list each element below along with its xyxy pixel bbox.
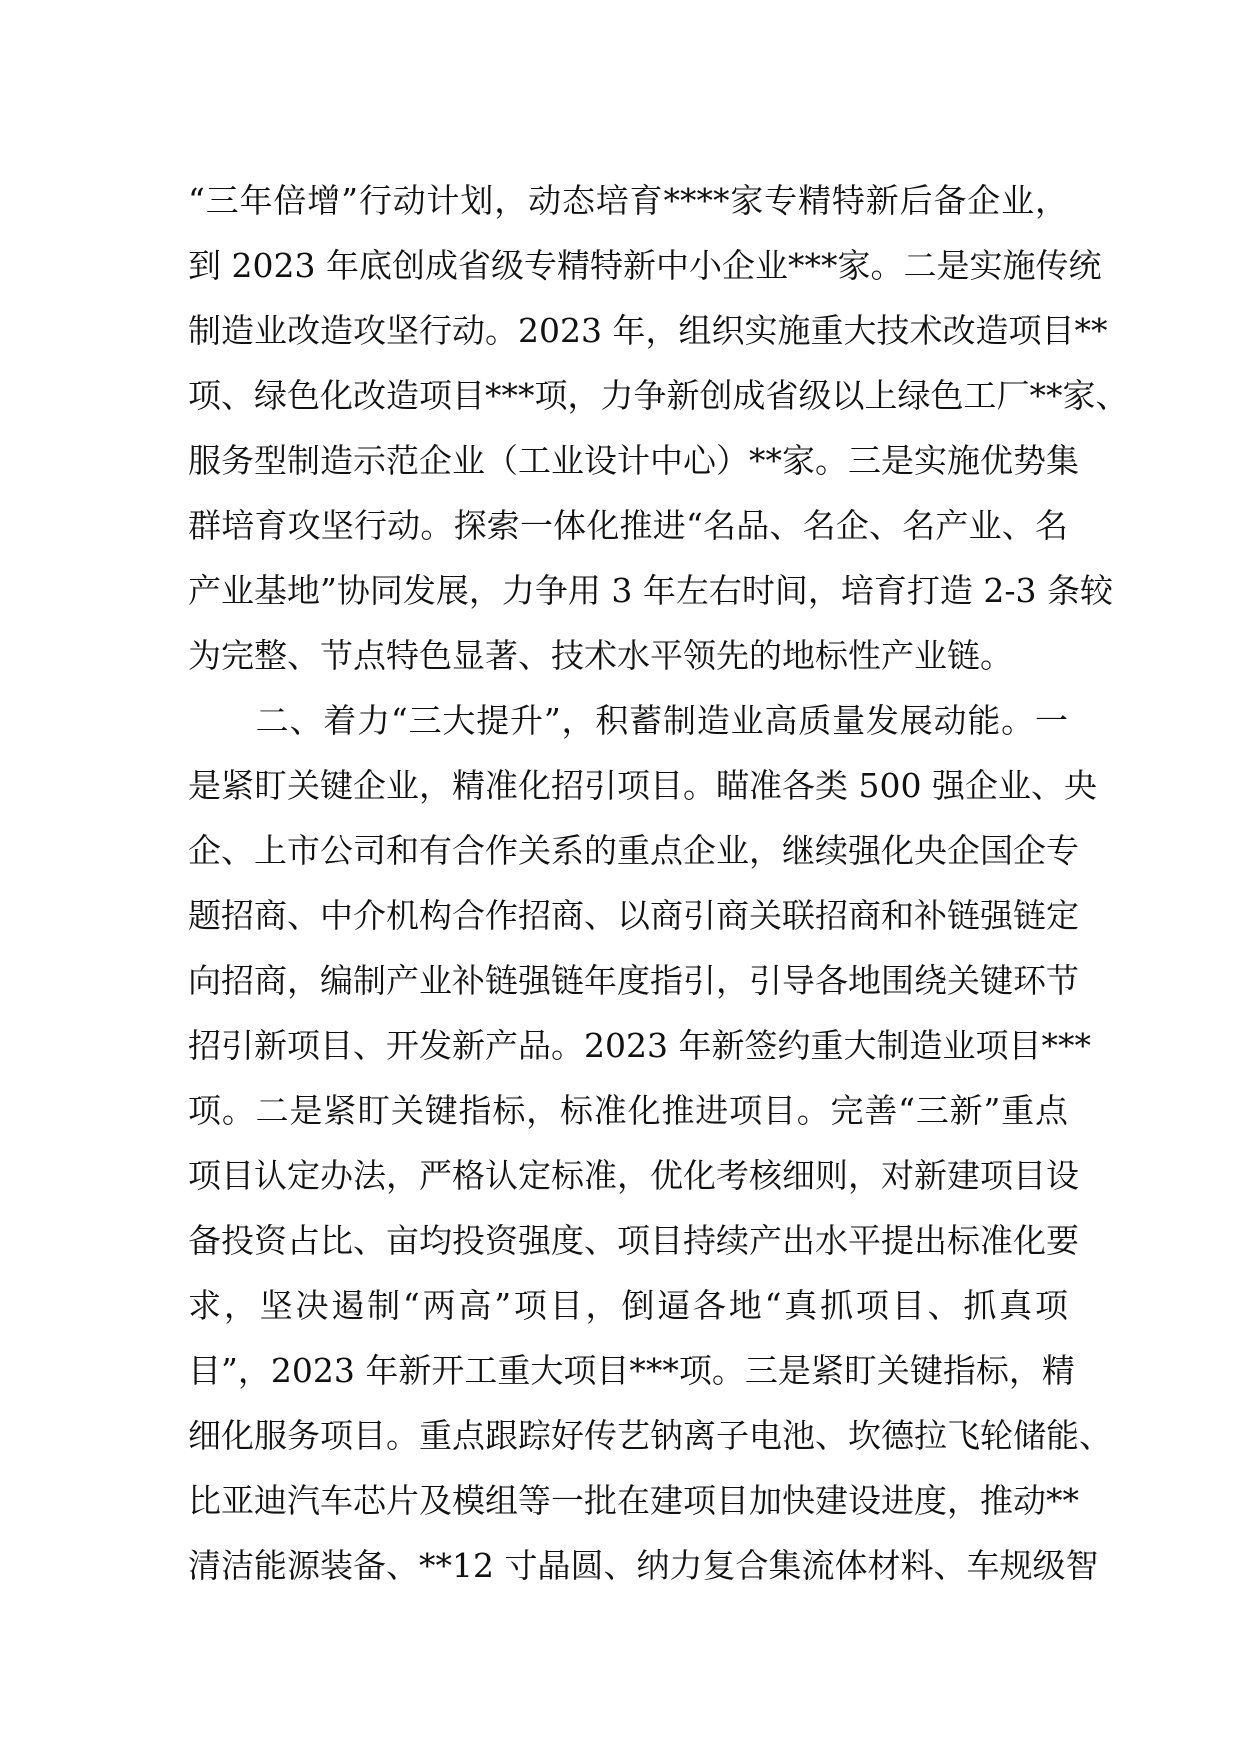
text-line: 项、绿色化改造项目***项，力争新创成省级以上绿色工厂**家、 (188, 376, 1129, 415)
text-line: 制造业改造攻坚行动。2023 年，组织实施重大技术改造项目** (188, 311, 1108, 350)
text-line: 项。二是紧盯关键指标，标准化推进项目。完善“三新”重点 (188, 1091, 1068, 1130)
text-line: 求，坚决遏制“两高”项目，倒逼各地“真抓项目、抓真项 (188, 1286, 1068, 1325)
text-line: 清洁能源装备、**12 寸晶圆、纳力复合集流体材料、车规级智 (188, 1546, 1099, 1585)
text-line: 题招商、中介机构合作招商、以商引商关联招商和补链强链定 (188, 896, 1079, 935)
text-line: 目”，2023 年新开工重大项目***项。三是紧盯关键指标，精 (188, 1351, 1075, 1390)
text-line: 产业基地”协同发展，力争用 3 年左右时间，培育打造 2-3 条较 (188, 571, 1113, 610)
body-text (188, 168, 1129, 1598)
text-line: “三年倍增”行动计划，动态培育****家专精特新后备企业， (188, 181, 1068, 220)
text-line: 项目认定办法，严格认定标准，优化考核细则，对新建项目设 (188, 1156, 1079, 1195)
text-line: 到 2023 年底创成省级专精特新中小企业***家。二是实施传统 (188, 246, 1102, 285)
text-line: 群培育攻坚行动。探索一体化推进“名品、名企、名产业、名 (188, 506, 1068, 545)
text-line: 备投资占比、亩均投资强度、项目持续产出水平提出标准化要 (188, 1221, 1079, 1260)
text-line: 为完整、节点特色显著、技术水平领先的地标性产业链。 (188, 636, 1013, 675)
text-line: 是紧盯关键企业，精准化招引项目。瞄准各类 500 强企业、央 (188, 766, 1097, 805)
text-line: 企、上市公司和有合作关系的重点企业，继续强化央企国企专 (188, 831, 1079, 870)
text-line: 细化服务项目。重点跟踪好传艺钠离子电池、坎德拉飞轮储能、 (188, 1416, 1112, 1455)
text-line: 招引新项目、开发新产品。2023 年新签约重大制造业项目*** (188, 1026, 1091, 1065)
text-line: 比亚迪汽车芯片及模组等一批在建项目加快建设进度，推动** (188, 1481, 1079, 1520)
text-line: 向招商，编制产业补链强链年度指引，引导各地围绕关键环节 (188, 961, 1079, 1000)
text-line: 服务型制造示范企业（工业设计中心）**家。三是实施优势集 (188, 441, 1079, 480)
text-line: 二、着力“三大提升”，积蓄制造业高质量发展动能。一 (188, 701, 1068, 740)
